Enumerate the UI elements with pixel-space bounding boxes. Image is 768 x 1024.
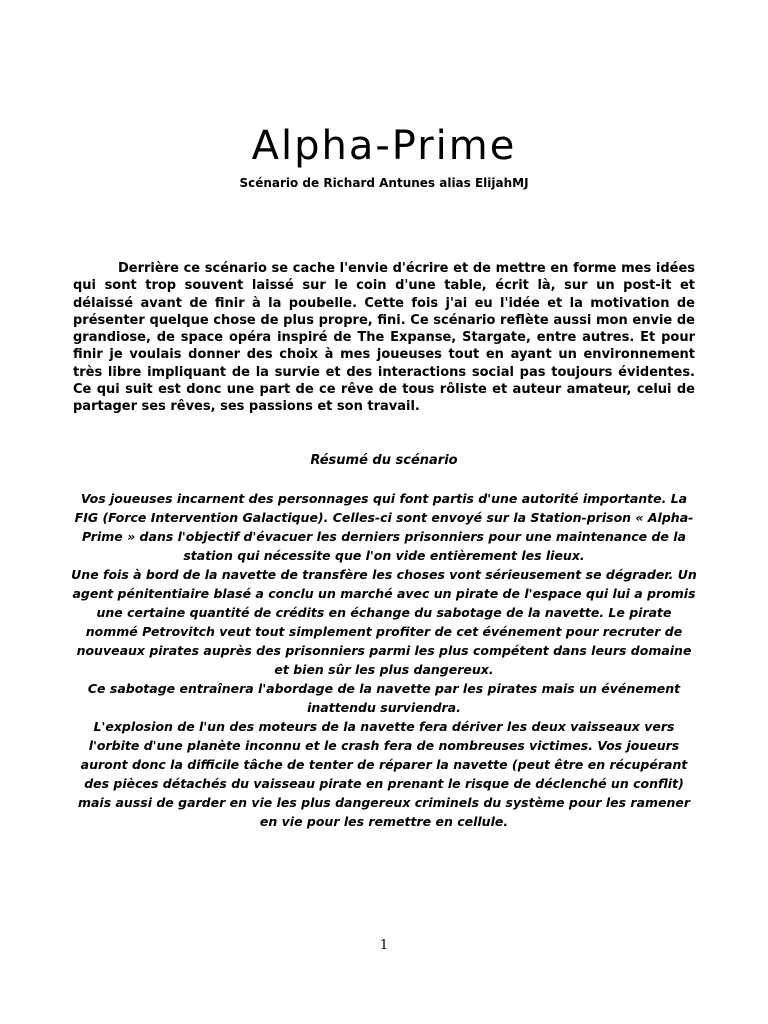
- page-number: 1: [379, 938, 389, 953]
- summary-paragraph: Une fois à bord de la navette de transfère les choses vont sérieusement se dégrader. Un agent pénitentiaire blasé a conclu un marché avec un pirate de l'espace qui lui a promis une certaine quantité de crédits en échange du sabotage de la navette. Le pirate nommé Petrovitch veut tout simplement profiter de cet événement pour recruter de nouveaux pirates auprès des prisonniers parmi les plus compétent dans leurs domaine et bien sûr les plus dangereux.: [71, 567, 697, 677]
- intro-paragraph: Derrière ce scénario se cache l'envie d'écrire et de mettre en forme mes idées qui sont trop souvent laissé sur le coin d'une table, écrit là, sur un post-it et délaissé avant de finir à la poubelle. Cette fois j'ai eu l'idée et la motivation de présenter quelque chose de plus propre, fini. Ce scénario reflète aussi mon envie de grandiose, de space opéra inspiré de The Expanse, Stargate, entre autres. Et pour finir je voulais donner des choix à mes joueuses tout en ayant un environnement très libre impliquant de la survie et des interactions social pas toujours évidentes. Ce qui suit est donc une part de ce rêve de tous rôliste et auteur amateur, celui de partager ses rêves, ses passions et son travail.: [73, 261, 695, 415]
- summary-paragraph: Vos joueuses incarnent des personnages qui font partis d'une autorité importante. La FIG (Force Intervention Galactique). Celles-ci sont envoyé sur la Station-prison « Alpha-Prime » dans l'objectif d'évacuer les derniers prisonniers pour une maintenance de la station qui nécessite que l'on vide entièrement les lieux.: [74, 491, 694, 563]
- summary-paragraph: Ce sabotage entraînera l'abordage de la navette par les pirates mais un événement inattendu surviendra.: [87, 681, 681, 715]
- document-subtitle: Scénario de Richard Antunes alias ElijahMJ: [239, 176, 529, 190]
- summary-section: [70, 489, 698, 831]
- document-title: Alpha-Prime: [251, 123, 517, 169]
- summary-paragraph: L'explosion de l'un des moteurs de la navette fera dériver les deux vaisseaux vers l'orbite d'une planète inconnu et le crash fera de nombreuses victimes. Vos joueurs auront donc la difficile tâche de tenter de réparer la navette (peut être en récupérant des pièces détachés du vaisseau pirate en prenant le risque de déclenché un conflit) mais aussi de garder en vie les plus dangereux criminels du système pour les ramener en vie pour les remettre en cellule.: [77, 719, 691, 829]
- summary-heading: Résumé du scénario: [310, 453, 458, 468]
